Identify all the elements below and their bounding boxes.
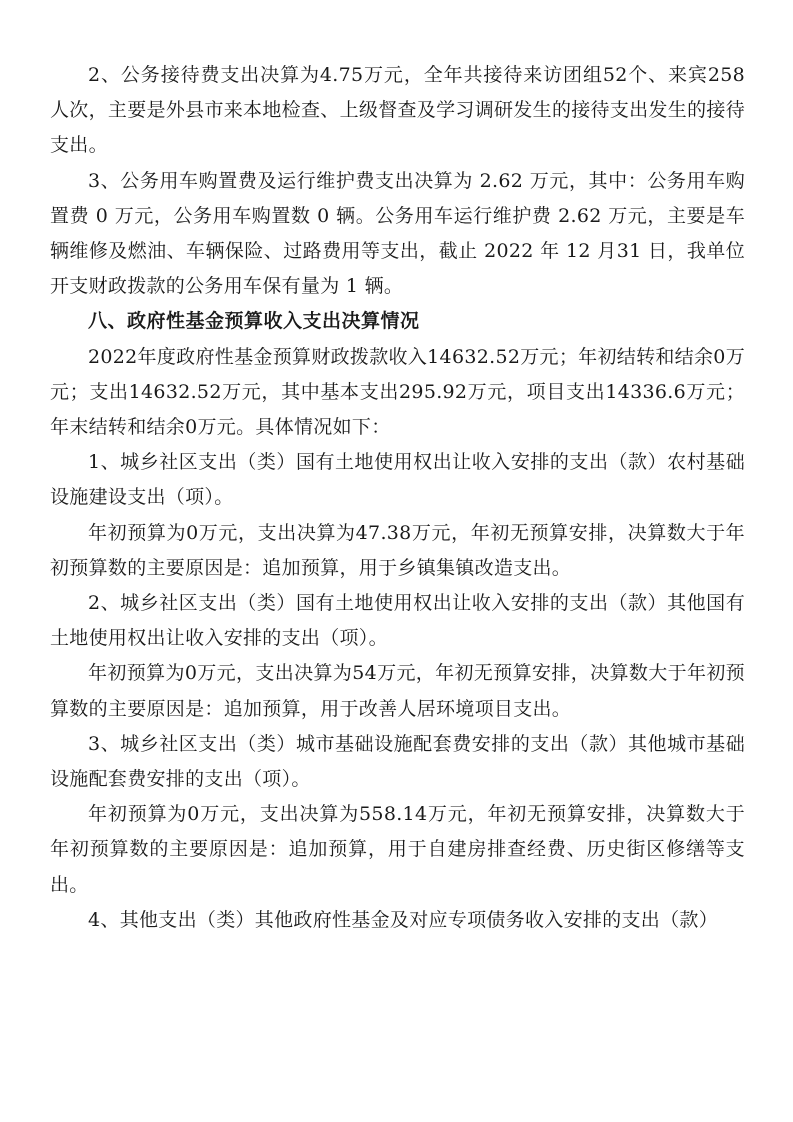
paragraph-item-4-title: 4、其他支出（类）其他政府性基金及对应专项债务收入安排的支出（款） xyxy=(88,908,718,931)
paragraph-vehicle-expense: 3、公务用车购置费及运行维护费支出决算为 2.62 万元，其中：公务用车购置费 0 万元，公务用车购置数 0 辆。公务用车运行维护费 2.62 万元，主要是车辆维修及燃油、车辆保险、过路费用等支出，截止 2022 年 12 月31 日，我单位开支财政拨款的公务用车保有量为 1 辆。 xyxy=(50,169,745,298)
paragraph-item-2-title: 2、城乡社区支出（类）国有土地使用权出让收入安排的支出（款）其他国有土地使用权出让收入安排的支出（项）。 xyxy=(50,592,745,650)
paragraph-item-1-detail: 年初预算为0万元，支出决算为47.38万元，年初无预算安排，决算数大于年初预算数的主要原因是：追加预算，用于乡镇集镇改造支出。 xyxy=(50,521,745,579)
document-body xyxy=(50,58,745,938)
paragraph-reception-expense: 2、公务接待费支出决算为4.75万元，全年共接待来访团组52个、来宾258人次，主要是外县市来本地检查、上级督查及学习调研发生的接待支出发生的接待支出。 xyxy=(50,64,745,157)
paragraph-item-3-title: 3、城乡社区支出（类）城市基础设施配套费安排的支出（款）其他城市基础设施配套费安排的支出（项）。 xyxy=(50,732,745,791)
paragraph-item-2-detail: 年初预算为0万元，支出决算为54万元，年初无预算安排，决算数大于年初预算数的主要原因是：追加预算，用于改善人居环境项目支出。 xyxy=(50,662,745,720)
section-heading-government-fund: 八、政府性基金预算收入支出决算情况 xyxy=(88,310,420,333)
paragraph-fund-summary: 2022年度政府性基金预算财政拨款收入14632.52万元；年初结转和结余0万元；支出14632.52万元，其中基本支出295.92万元，项目支出14336.6万元；年末结转和结余0万元。具体情况如下： xyxy=(50,345,745,439)
paragraph-item-1-title: 1、城乡社区支出（类）国有土地使用权出让收入安排的支出（款）农村基础设施建设支出（项）。 xyxy=(50,451,745,509)
paragraph-item-3-detail: 年初预算为0万元，支出决算为558.14万元，年初无预算安排，决算数大于年初预算数的主要原因是：追加预算，用于自建房排查经费、历史街区修缮等支出。 xyxy=(50,803,745,896)
